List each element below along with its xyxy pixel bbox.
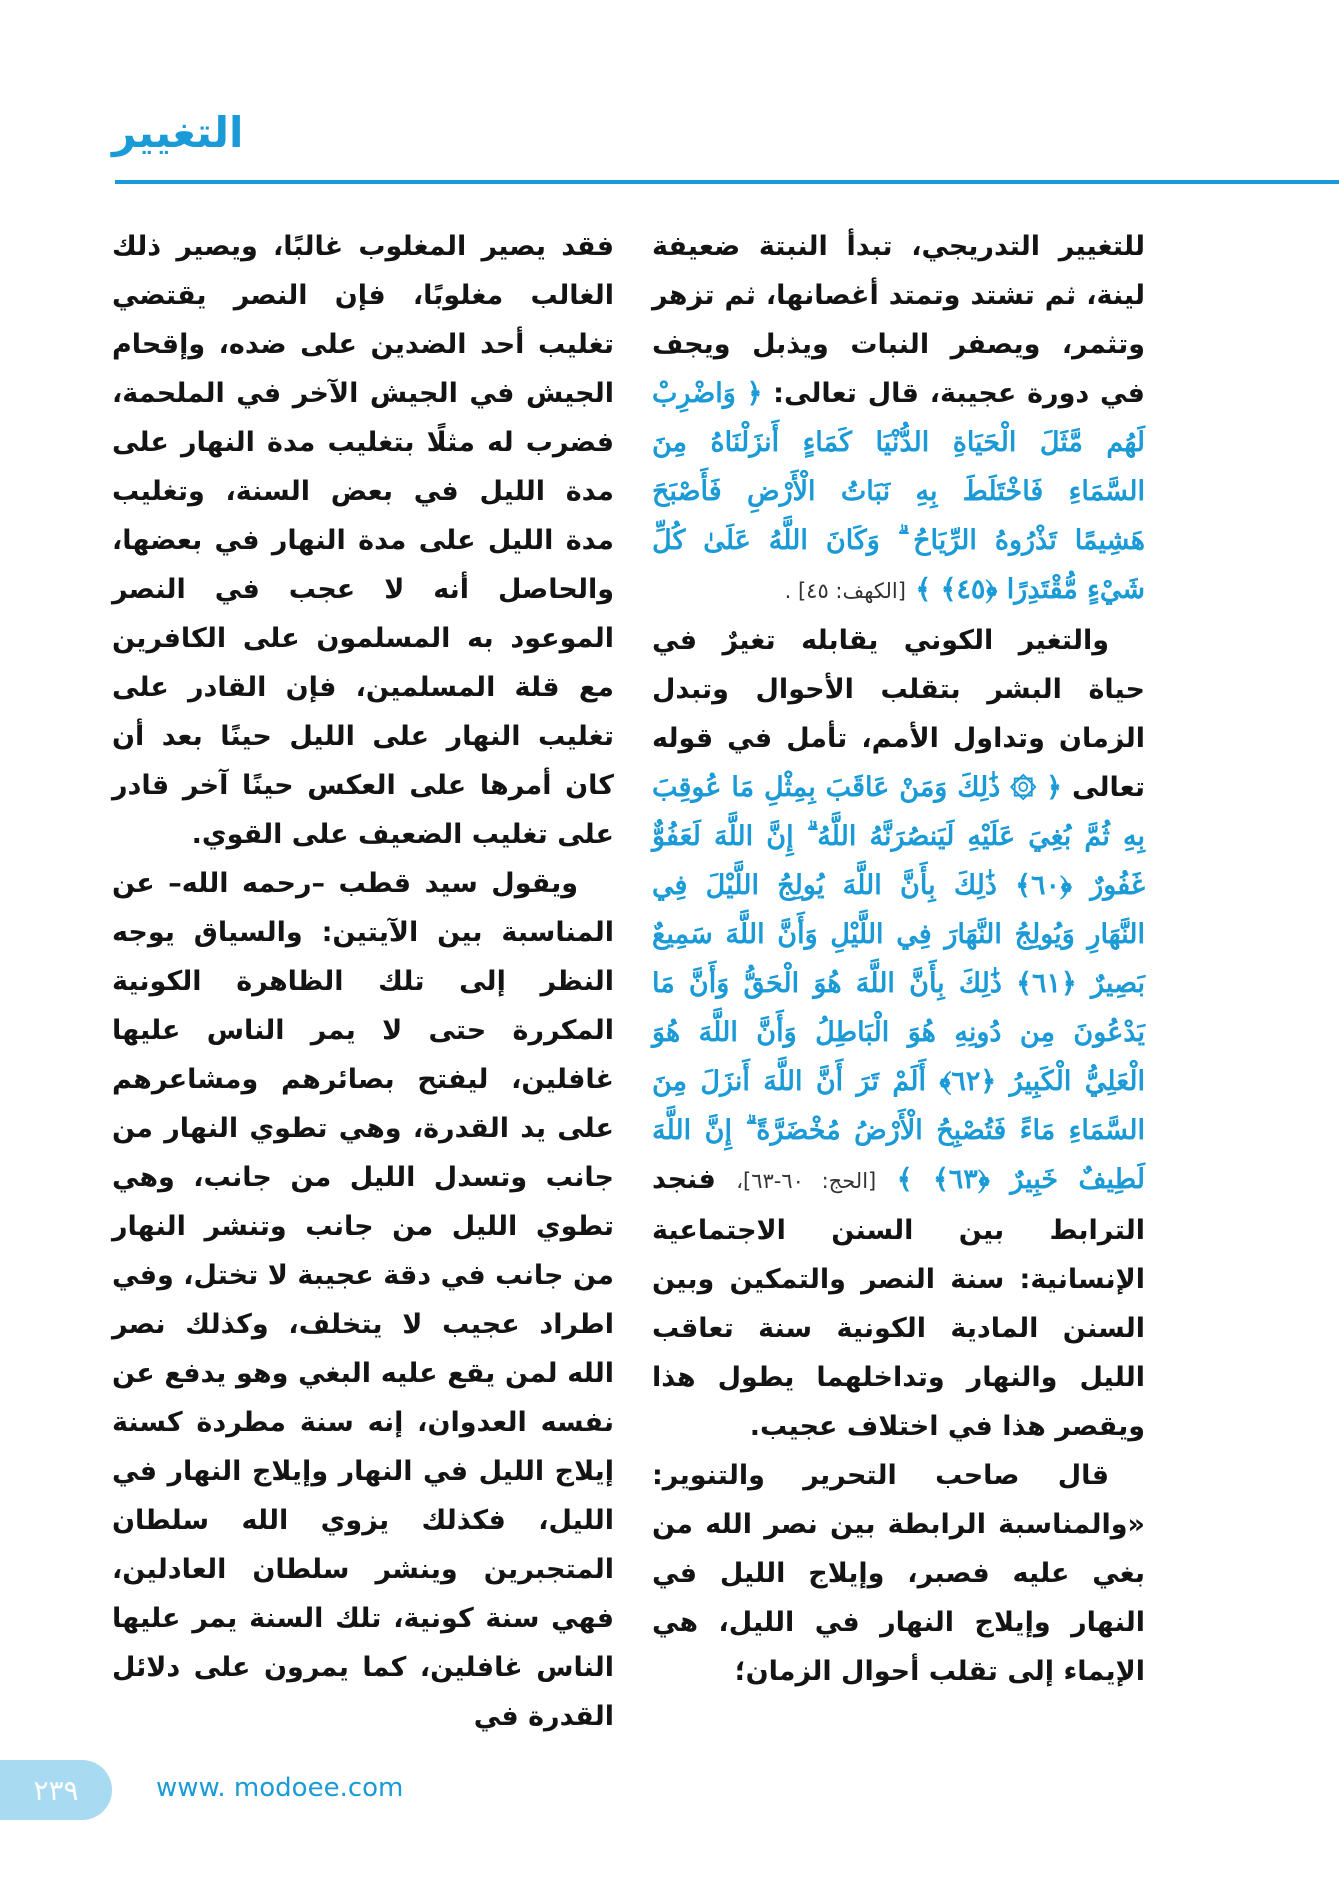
page-number-badge bbox=[0, 1760, 112, 1820]
paragraph-text: ويقول سيد قطب –رحمه الله– عن المناسبة بين الآيتين: والسياق يوجه النظر إلى تلك الظاهرة الكونية المكررة حتى لا يمر الناس عليها غافلين، ليفتح بصائرهم ومشاعرهم على يد القدرة، وهي تطوي النهار من جانب وتسدل الليل من جانب، وهي تطوي الليل من جانب وتنشر النهار من جانب في دقة عجيبة لا تختل، وفي اطراد عجيب لا يتخلف، وكذلك نصر الله لمن يقع عليه البغي وهو يدفع عن نفسه العدوان، إنه سنة مطردة كسنة إيلاج الليل في النهار وإيلاج النهار في الليل، فكذلك يزوي الله سلطان المتجبرين وينشر سلطان العادلين، فهي سنة كونية، تلك السنة يمر عليها الناس غافلين، كما يمرون على دلائل القدرة في bbox=[112, 868, 614, 1732]
paragraph-text: للتغيير التدريجي، تبدأ النبتة ضعيفة لينة، ثم تشتد وتمتد أغصانها، ثم تزهر وتثمر، ويصفر النبات ويذبل ويجف في دورة عجيبة، قال تعالى: bbox=[652, 231, 1145, 409]
verse-reference: [الحج: ٦٠-٦٣]، bbox=[736, 1169, 877, 1193]
paragraph-text: والتغير الكوني يقابله تغيرٌ في حياة البشر بتقلب الأحوال وتبدل الزمان وتداول الأمم، تأمل في قوله تعالى bbox=[652, 625, 1146, 803]
paragraph bbox=[652, 616, 1145, 1451]
verse-close-bracket: ﴾ bbox=[915, 574, 932, 605]
website-link[interactable]: www. modoee.com bbox=[156, 1773, 404, 1803]
right-text-column bbox=[652, 222, 1145, 1696]
paragraph bbox=[652, 1451, 1145, 1696]
paragraph-text: فقد يصير المغلوب غالبًا، ويصير ذلك الغالب مغلوبًا، فإن النصر يقتضي تغليب أحد الضدين على ضده، وإقحام الجيش في الجيش الآخر في الملحمة، فضرب له مثلًا بتغليب مدة النهار على مدة الليل في بعض السنة، وتغليب مدة الليل على مدة النهار في بعضها، والحاصل أنه لا عجب في النصر الموعود به المسلمون على الكافرين مع قلة المسلمين، فإن القادر على تغليب النهار على الليل حينًا بعد أن كان أمرها على العكس حينًا آخر قادر على تغليب الضعيف على القوي. bbox=[112, 231, 614, 850]
paragraph-text: فنجد الترابط بين السنن الاجتماعية الإنسانية: سنة النصر والتمكين وبين السنن المادية الكونية سنة تعاقب الليل والنهار وتداخلهما يطول هذا ويقصر هذا في اختلاف عجيب. bbox=[652, 1164, 1145, 1442]
paragraph bbox=[112, 859, 614, 1741]
paragraph-text: قال صاحب التحرير والتنوير: «والمناسبة الرابطة بين نصر الله من بغي عليه فصبر، وإيلاج الليل في النهار وإيلاج النهار في الليل، هي الإيماء إلى تقلب أحوال الزمان؛ bbox=[652, 1460, 1145, 1687]
page-number: ٢٣٩ bbox=[33, 1773, 79, 1807]
paragraph bbox=[652, 222, 1145, 616]
quran-verse: وَاضْرِبْ لَهُم مَّثَلَ الْحَيَاةِ الدُّنْيَا كَمَاءٍ أَنزَلْنَاهُ مِنَ السَّمَاءِ فَاخْتَلَطَ بِهِ نَبَاتُ الْأَرْضِ فَأَصْبَحَ هَشِيمًا تَذْرُوهُ الرِّيَاحُ ۗ وَكَانَ اللَّهُ عَلَىٰ كُلِّ شَيْءٍ مُّقْتَدِرًا ﴿٤٥﴾ bbox=[652, 378, 1145, 605]
header-divider bbox=[115, 180, 1339, 184]
paragraph bbox=[112, 222, 614, 859]
verse-close-bracket: ﴾ bbox=[896, 1164, 913, 1195]
quran-verse: ۞ ذَٰلِكَ وَمَنْ عَاقَبَ بِمِثْلِ مَا عُوقِبَ بِهِ ثُمَّ بُغِيَ عَلَيْهِ لَيَنصُرَنَّهُ اللَّهُ ۗ إِنَّ اللَّهَ لَعَفُوٌّ غَفُورٌ ﴿٦٠﴾ ذَٰلِكَ بِأَنَّ اللَّهَ يُولِجُ اللَّيْلَ فِي النَّهَارِ وَيُولِجُ النَّهَارَ فِي اللَّيْلِ وَأَنَّ اللَّهَ سَمِيعٌ بَصِيرٌ ﴿٦١﴾ ذَٰلِكَ بِأَنَّ اللَّهَ هُوَ الْحَقُّ وَأَنَّ مَا يَدْعُونَ مِن دُونِهِ هُوَ الْبَاطِلُ وَأَنَّ اللَّهَ هُوَ الْعَلِيُّ الْكَبِيرُ ﴿٦٢﴾ أَلَمْ تَرَ أَنَّ اللَّهَ أَنزَلَ مِنَ السَّمَاءِ مَاءً فَتُصْبِحُ الْأَرْضُ مُخْضَرَّةً ۗ إِنَّ اللَّهَ لَطِيفٌ خَبِيرٌ ﴿٦٣﴾ bbox=[652, 772, 1146, 1195]
left-text-column bbox=[112, 222, 614, 1741]
verse-open-bracket: ﴿ bbox=[746, 378, 763, 409]
verse-reference: [الكهف: ٤٥] . bbox=[784, 579, 906, 603]
chapter-title: التغيير bbox=[112, 108, 244, 157]
verse-open-bracket: ﴿ bbox=[1046, 772, 1063, 803]
